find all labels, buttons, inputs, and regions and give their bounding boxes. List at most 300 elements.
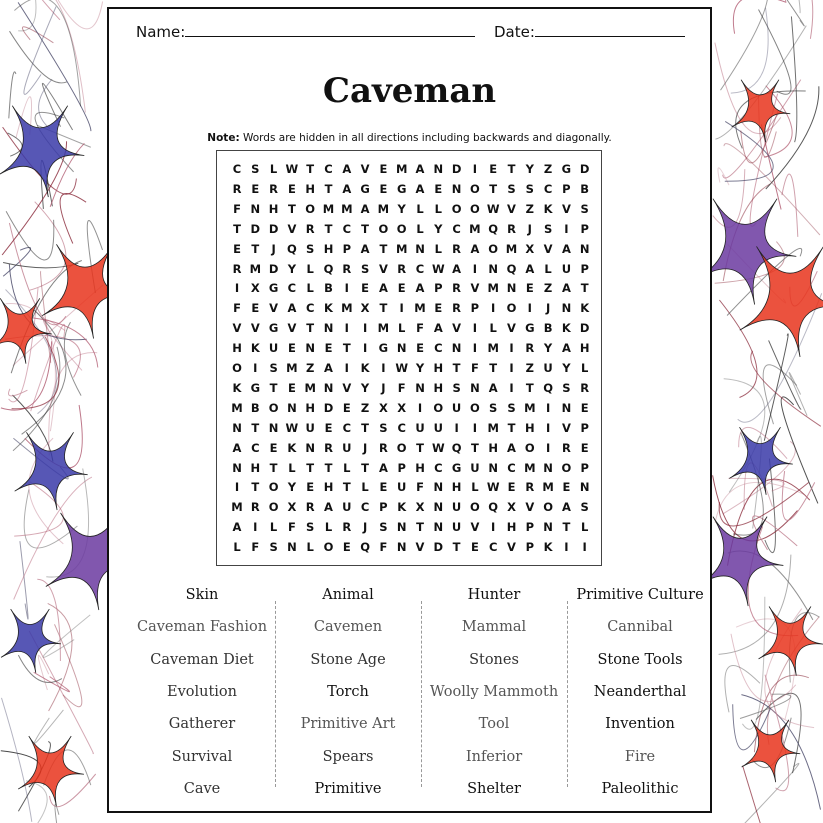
- grid-letter: L: [343, 460, 351, 475]
- word-item: Primitive Culture: [576, 587, 704, 603]
- grid-letter: M: [322, 201, 335, 216]
- note: [109, 132, 710, 144]
- grid-letter: A: [378, 281, 388, 296]
- word-column: [275, 587, 421, 802]
- grid-letter: T: [580, 281, 589, 296]
- decorative-curve: [733, 0, 786, 34]
- grid-letter: N: [579, 241, 590, 256]
- grid-letter: H: [524, 420, 535, 435]
- word-item: Cave: [183, 780, 221, 797]
- grid-letter: R: [580, 380, 590, 395]
- word-column: [567, 587, 713, 802]
- grid-letter: I: [509, 380, 514, 395]
- grid-letter: M: [469, 221, 481, 236]
- decorative-curve: [43, 615, 90, 657]
- grid-letter: T: [324, 181, 333, 196]
- grid-letter: L: [233, 540, 241, 555]
- grid-letter: H: [488, 440, 498, 455]
- grid-letter: P: [580, 420, 589, 435]
- grid-letter: A: [433, 321, 443, 336]
- grid-letter: I: [362, 341, 368, 356]
- decorative-curve: [20, 541, 28, 619]
- grid-letter: I: [545, 420, 551, 435]
- grid-letter: X: [287, 500, 297, 515]
- grid-letter: L: [306, 261, 314, 276]
- grid-letter: L: [306, 540, 314, 555]
- grid-letter: E: [434, 181, 443, 196]
- date-line[interactable]: [535, 23, 685, 37]
- grid-letter: F: [233, 201, 241, 216]
- grid-letter: N: [305, 341, 315, 356]
- grid-letter: F: [233, 301, 241, 316]
- grid-letter: V: [525, 500, 535, 515]
- word-item: Primitive Art: [300, 716, 396, 733]
- grid-letter: U: [342, 440, 352, 455]
- grid-letter: A: [470, 241, 480, 256]
- grid-letter: T: [342, 341, 351, 356]
- grid-letter: J: [545, 301, 551, 316]
- decorative-curve: [60, 194, 86, 244]
- grid-letter: R: [525, 341, 535, 356]
- grid-letter: M: [249, 261, 262, 276]
- grid-letter: O: [524, 440, 535, 455]
- grid-letter: R: [269, 181, 279, 196]
- grid-letter: R: [378, 440, 388, 455]
- grid-letter: N: [451, 181, 462, 196]
- grid-letter: R: [452, 301, 462, 316]
- grid-letter: E: [287, 341, 296, 356]
- name-line[interactable]: [185, 23, 475, 37]
- grid-letter: L: [471, 480, 479, 495]
- decorative-curve: [719, 300, 757, 398]
- grid-letter: L: [288, 460, 296, 475]
- grid-letter: K: [232, 380, 242, 395]
- grid-letter: V: [561, 201, 571, 216]
- grid-letter: U: [451, 500, 462, 515]
- grid-letter: V: [269, 301, 279, 316]
- grid-letter: E: [233, 241, 241, 256]
- grid-letter: A: [415, 181, 425, 196]
- grid-letter: T: [525, 380, 534, 395]
- grid-letter: H: [433, 380, 444, 395]
- grid-letter: R: [305, 221, 315, 236]
- grid-letter: M: [395, 162, 408, 176]
- grid-letter: R: [305, 500, 315, 515]
- grid-letter: T: [379, 241, 388, 256]
- grid-letter: A: [360, 241, 370, 256]
- grid-letter: I: [509, 341, 514, 356]
- grid-letter: T: [452, 540, 461, 555]
- grid-letter: C: [342, 420, 352, 435]
- grid-letter: T: [379, 301, 388, 316]
- grid-letter: I: [362, 321, 368, 336]
- grid-letter: V: [470, 520, 480, 535]
- word-item: Mammal: [461, 619, 527, 636]
- grid-letter: O: [232, 361, 242, 375]
- grid-letter: O: [470, 181, 480, 196]
- grid-letter: Y: [415, 361, 425, 375]
- grid-letter: T: [489, 361, 498, 375]
- grid-letter: I: [344, 321, 349, 336]
- grid-letter: O: [305, 201, 316, 216]
- grid-letter: E: [470, 540, 479, 555]
- grid-letter: I: [472, 420, 478, 435]
- grid-letter: G: [268, 321, 279, 336]
- grid-letter: K: [250, 341, 260, 356]
- grid-letter: E: [489, 162, 498, 176]
- word-item: Stone Age: [310, 651, 386, 668]
- grid-letter: A: [342, 181, 352, 196]
- grid-letter: X: [397, 400, 407, 415]
- grid-letter: T: [489, 181, 498, 196]
- grid-letter: N: [323, 380, 334, 395]
- grid-letter: N: [323, 321, 334, 336]
- grid-letter: I: [344, 281, 349, 296]
- grid-letter: I: [491, 301, 496, 316]
- grid-letter: E: [397, 281, 406, 296]
- name-field[interactable]: [136, 23, 475, 41]
- grid-letter: E: [379, 162, 388, 176]
- grid-letter: V: [561, 420, 571, 435]
- grid-letter: M: [377, 201, 390, 216]
- grid-letter: D: [433, 540, 444, 555]
- grid-letter: D: [268, 261, 279, 276]
- grid-letter: T: [416, 440, 424, 455]
- grid-letter: T: [269, 380, 278, 395]
- grid-letter: D: [250, 221, 261, 236]
- grid-letter: Q: [488, 221, 499, 236]
- word-item: Invention: [605, 716, 675, 733]
- grid-letter: N: [287, 400, 297, 415]
- grid-letter: U: [268, 341, 279, 356]
- grid-letter: M: [487, 281, 499, 296]
- grid-letter: E: [269, 440, 278, 455]
- grid-letter: C: [360, 500, 370, 515]
- note-label: Note:: [207, 132, 240, 144]
- grid-letter: H: [451, 480, 462, 495]
- grid-letter: M: [487, 341, 499, 356]
- grid-letter: K: [397, 500, 407, 515]
- word-item: Tool: [478, 716, 510, 733]
- grid-letter: N: [433, 520, 444, 535]
- grid-letter: N: [561, 301, 572, 316]
- grid-letter: H: [415, 460, 425, 475]
- worksheet: [107, 7, 712, 813]
- grid-letter: T: [269, 460, 278, 475]
- grid-letter: H: [323, 241, 334, 256]
- grid-letter: K: [360, 361, 370, 375]
- grid-letter: T: [306, 162, 315, 176]
- grid-letter: O: [488, 241, 499, 256]
- grid-letter: N: [451, 341, 462, 356]
- grid-letter: C: [507, 460, 516, 475]
- grid-letter: R: [452, 281, 462, 296]
- page-title: Caveman: [322, 71, 497, 111]
- grid-letter: N: [488, 460, 498, 475]
- grid-letter: I: [545, 400, 551, 415]
- word-item: Inferior: [465, 748, 523, 765]
- grid-letter: S: [507, 181, 516, 196]
- grid-letter: M: [286, 361, 298, 375]
- grid-letter: Z: [360, 400, 370, 415]
- grid-letter: A: [378, 460, 388, 475]
- grid-letter: T: [251, 241, 260, 256]
- grid-letter: G: [561, 162, 572, 176]
- grid-letter: L: [361, 480, 369, 495]
- grid-letter: I: [564, 540, 569, 555]
- grid-letter: R: [250, 500, 260, 515]
- grid-letter: Q: [323, 261, 334, 276]
- grid-letter: J: [271, 241, 276, 256]
- grid-letter: I: [472, 162, 478, 176]
- grid-letter: U: [342, 500, 352, 515]
- grid-letter: C: [434, 341, 443, 356]
- grid-letter: B: [580, 181, 590, 196]
- grid-letter: N: [415, 241, 425, 256]
- decorative-curve: [2, 698, 32, 822]
- grid-letter: R: [342, 261, 352, 276]
- grid-letter: L: [398, 321, 406, 336]
- grid-letter: N: [433, 480, 444, 495]
- grid-letter: G: [268, 281, 279, 296]
- grid-letter: O: [268, 400, 279, 415]
- decorative-curve: [34, 710, 63, 743]
- grid-letter: L: [581, 361, 589, 375]
- grid-letter: Q: [287, 241, 297, 256]
- grid-letter: S: [379, 520, 388, 535]
- grid-letter: L: [306, 281, 314, 296]
- word-item: Cavemen: [313, 619, 383, 636]
- grid-letter: U: [470, 460, 480, 475]
- grid-letter: I: [253, 361, 258, 375]
- grid-letter: V: [507, 540, 516, 555]
- grid-letter: B: [324, 281, 333, 296]
- grid-letter: S: [562, 380, 571, 395]
- grid-letter: J: [381, 380, 386, 395]
- grid-letter: C: [488, 540, 498, 555]
- grid-letter: A: [324, 500, 333, 515]
- grid-letter: C: [397, 420, 406, 435]
- grid-letter: F: [251, 540, 260, 555]
- grid-letter: G: [378, 341, 389, 356]
- grid-letter: A: [488, 380, 498, 395]
- grid-letter: M: [505, 241, 518, 256]
- grid-letter: C: [232, 162, 242, 176]
- grid-letter: I: [234, 281, 240, 296]
- decorative-curve: [18, 655, 62, 682]
- grid-letter: Y: [543, 341, 553, 356]
- grid-letter: A: [232, 440, 242, 455]
- grid-letter: N: [433, 500, 444, 515]
- grid-letter: M: [304, 380, 316, 395]
- decorative-star-shape: [759, 606, 823, 675]
- grid-letter: H: [433, 361, 444, 375]
- word-item: Primitive: [314, 780, 382, 797]
- grid-letter: K: [580, 301, 590, 316]
- grid-letter: I: [472, 261, 478, 276]
- grid-letter: S: [360, 261, 370, 276]
- grid-letter: O: [396, 440, 407, 455]
- grid-letter: I: [472, 341, 478, 356]
- grid-letter: R: [525, 480, 535, 495]
- grid-letter: M: [341, 301, 353, 316]
- grid-letter: C: [543, 181, 553, 196]
- decorative-curve: [766, 86, 819, 189]
- grid-letter: F: [397, 380, 406, 395]
- decorative-curve: [55, 804, 69, 823]
- grid-letter: Q: [506, 261, 517, 276]
- grid-letter: O: [561, 460, 572, 475]
- grid-letter: O: [470, 201, 480, 216]
- decorative-star-shape: [1, 609, 61, 673]
- grid-letter: G: [396, 181, 407, 196]
- grid-letter: V: [507, 201, 516, 216]
- grid-letter: N: [579, 480, 590, 495]
- decorative-curve: [725, 665, 760, 712]
- grid-letter: Q: [488, 500, 499, 515]
- grid-letter: V: [342, 380, 352, 395]
- grid-letter: O: [470, 500, 480, 515]
- grid-letter: D: [268, 221, 279, 236]
- grid-letter: T: [470, 440, 479, 455]
- grid-letter: M: [231, 400, 243, 415]
- grid-letter: C: [434, 460, 443, 475]
- grid-letter: G: [451, 460, 462, 475]
- decorative-curve: [18, 2, 91, 131]
- grid-letter: I: [491, 520, 496, 535]
- decorative-curve: [782, 174, 798, 237]
- word-item: Skin: [185, 587, 219, 603]
- grid-letter: S: [379, 420, 388, 435]
- grid-letter: F: [287, 520, 296, 535]
- grid-letter: A: [342, 162, 352, 176]
- grid-letter: T: [287, 201, 296, 216]
- grid-letter: X: [415, 500, 425, 515]
- grid-letter: I: [472, 321, 478, 336]
- grid-letter: N: [506, 281, 517, 296]
- grid-letter: T: [507, 420, 516, 435]
- grid-letter: O: [433, 400, 444, 415]
- grid-letter: K: [561, 321, 571, 336]
- decorative-curve: [731, 8, 768, 93]
- grid-letter: A: [561, 281, 571, 296]
- grid-letter: I: [399, 301, 404, 316]
- grid-letter: N: [250, 201, 261, 216]
- grid-letter: A: [232, 520, 242, 535]
- grid-letter: P: [580, 221, 589, 236]
- grid-letter: F: [379, 540, 388, 555]
- word-item: Caveman Fashion: [136, 619, 268, 636]
- grid-letter: N: [232, 460, 242, 475]
- word-item: Animal: [322, 587, 374, 603]
- grid-letter: H: [579, 341, 590, 356]
- grid-letter: N: [268, 420, 279, 435]
- grid-letter: F: [470, 361, 479, 375]
- grid-letter: E: [361, 281, 370, 296]
- grid-letter: F: [416, 480, 424, 495]
- grid-letter: O: [378, 221, 389, 236]
- grid-letter: P: [470, 301, 480, 316]
- grid-letter: V: [287, 321, 297, 336]
- decorative-curve: [13, 347, 60, 451]
- grid-letter: D: [579, 162, 590, 176]
- grid-letter: W: [486, 201, 500, 216]
- grid-letter: Z: [306, 361, 315, 375]
- grid-letter: Q: [360, 540, 370, 555]
- grid-letter: B: [250, 400, 260, 415]
- grid-letter: S: [452, 380, 461, 395]
- grid-letter: N: [287, 540, 297, 555]
- grid-letter: O: [396, 221, 407, 236]
- grid-letter: M: [377, 321, 390, 336]
- grid-letter: N: [396, 540, 407, 555]
- grid-letter: C: [415, 261, 425, 276]
- word-item: Cannibal: [607, 619, 673, 636]
- word-column: [129, 587, 275, 802]
- word-item: Stone Tools: [597, 651, 683, 668]
- grid-letter: I: [454, 420, 459, 435]
- grid-letter: J: [527, 221, 532, 236]
- word-item: Spears: [322, 748, 374, 765]
- grid-letter: K: [324, 301, 333, 316]
- date-field[interactable]: [494, 23, 685, 41]
- grid-letter: R: [324, 440, 333, 455]
- grid-letter: U: [451, 520, 462, 535]
- grid-letter: N: [232, 420, 242, 435]
- grid-letter: V: [360, 162, 370, 176]
- word-item: Hunter: [467, 587, 521, 603]
- decorative-curve: [34, 0, 103, 29]
- grid-letter: I: [417, 400, 423, 415]
- grid-letter: T: [562, 520, 571, 535]
- grid-letter: T: [306, 321, 315, 336]
- grid-letter: S: [489, 400, 498, 415]
- grid-letter: B: [543, 321, 553, 336]
- grid-letter: L: [544, 261, 552, 276]
- grid-letter: H: [250, 460, 261, 475]
- grid-letter: P: [397, 460, 406, 475]
- grid-letter: U: [561, 261, 572, 276]
- decorative-curve: [9, 72, 16, 119]
- grid-letter: P: [525, 520, 535, 535]
- grid-letter: T: [306, 460, 315, 475]
- grid-letter: M: [341, 201, 353, 216]
- grid-letter: K: [543, 540, 553, 555]
- grid-letter: E: [287, 380, 296, 395]
- grid-letter: H: [268, 201, 279, 216]
- grid-letter: V: [452, 321, 462, 336]
- grid-letter: E: [580, 440, 589, 455]
- grid-letter: R: [342, 520, 352, 535]
- grid-letter: C: [251, 440, 260, 455]
- decorative-curve: [751, 351, 821, 427]
- grid-letter: C: [287, 281, 297, 296]
- grid-letter: A: [324, 361, 333, 375]
- letter-grid: [216, 150, 602, 566]
- word-item: Gatherer: [168, 716, 236, 733]
- grid-letter: G: [525, 321, 535, 336]
- grid-letter: S: [580, 500, 589, 515]
- grid-letter: I: [509, 361, 514, 375]
- decorative-curve: [38, 655, 48, 690]
- decorative-curve: [764, 0, 804, 26]
- grid-letter: M: [395, 241, 408, 256]
- grid-letter: E: [434, 301, 443, 316]
- grid-letter: I: [564, 221, 569, 236]
- grid-letter: X: [507, 500, 516, 515]
- grid-letter: Z: [525, 361, 534, 375]
- grid-letter: A: [561, 500, 571, 515]
